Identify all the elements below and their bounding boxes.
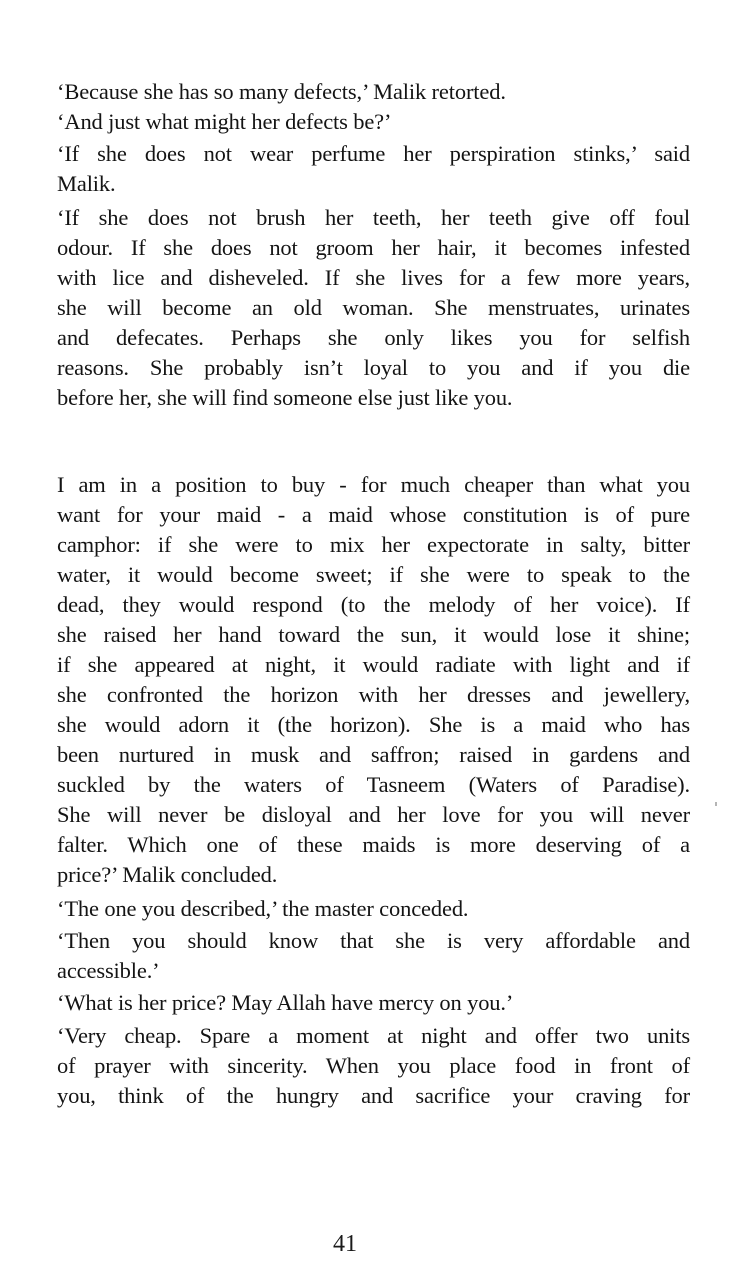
text-line: ‘Because she has so many defects,’ Malik retorted. <box>57 79 506 104</box>
text-line: with lice and disheveled. If she lives for a few more years, <box>57 265 690 290</box>
text-line: ‘What is her price? May Allah have mercy on you.’ <box>57 990 514 1015</box>
text-line: if she appeared at night, it would radiate with light and if <box>57 652 690 677</box>
text-line: camphor: if she were to mix her expectorate in salty, bitter <box>57 532 690 557</box>
text-line: you, think of the hungry and sacrifice your craving for <box>57 1083 690 1108</box>
text-line: want for your maid - a maid whose constitution is of pure <box>57 502 690 527</box>
text-line: ‘If she does not wear perfume her perspiration stinks,’ said <box>57 141 690 166</box>
scan-speck <box>715 802 717 806</box>
text-line: reasons. She probably isn’t loyal to you and if you die <box>57 355 690 380</box>
text-line: She will never be disloyal and her love for you will never <box>57 802 690 827</box>
text-line: she confronted the horizon with her dresses and jewellery, <box>57 682 690 707</box>
text-line: ‘Very cheap. Spare a moment at night and offer two units <box>57 1023 690 1048</box>
text-line: ‘And just what might her defects be?’ <box>57 109 392 134</box>
text-line: I am in a position to buy - for much cheaper than what you <box>57 472 690 497</box>
text-line: before her, she will find someone else just like you. <box>57 385 513 410</box>
text-line: Malik. <box>57 171 116 196</box>
text-line: dead, they would respond (to the melody of her voice). If <box>57 592 690 617</box>
text-line: she raised her hand toward the sun, it would lose it shine; <box>57 622 690 647</box>
text-line: ‘Then you should know that she is very affordable and <box>57 928 690 953</box>
text-line: ‘If she does not brush her teeth, her teeth give off foul <box>57 205 690 230</box>
text-line: she will become an old woman. She menstruates, urinates <box>57 295 690 320</box>
text-line: suckled by the waters of Tasneem (Waters of Paradise). <box>57 772 690 797</box>
text-line: she would adorn it (the horizon). She is a maid who has <box>57 712 690 737</box>
text-line: and defecates. Perhaps she only likes you for selfish <box>57 325 690 350</box>
text-line: ‘The one you described,’ the master conceded. <box>57 896 469 921</box>
text-line: been nurtured in musk and saffron; raised in gardens and <box>57 742 690 767</box>
text-line: accessible.’ <box>57 958 160 983</box>
text-line: price?’ Malik concluded. <box>57 862 278 887</box>
text-line: falter. Which one of these maids is more deserving of a <box>57 832 690 857</box>
text-line: of prayer with sincerity. When you place food in front of <box>57 1053 690 1078</box>
text-line: odour. If she does not groom her hair, it becomes infested <box>57 235 690 260</box>
text-line: water, it would become sweet; if she were to speak to the <box>57 562 690 587</box>
page-number: 41 <box>333 1231 357 1257</box>
